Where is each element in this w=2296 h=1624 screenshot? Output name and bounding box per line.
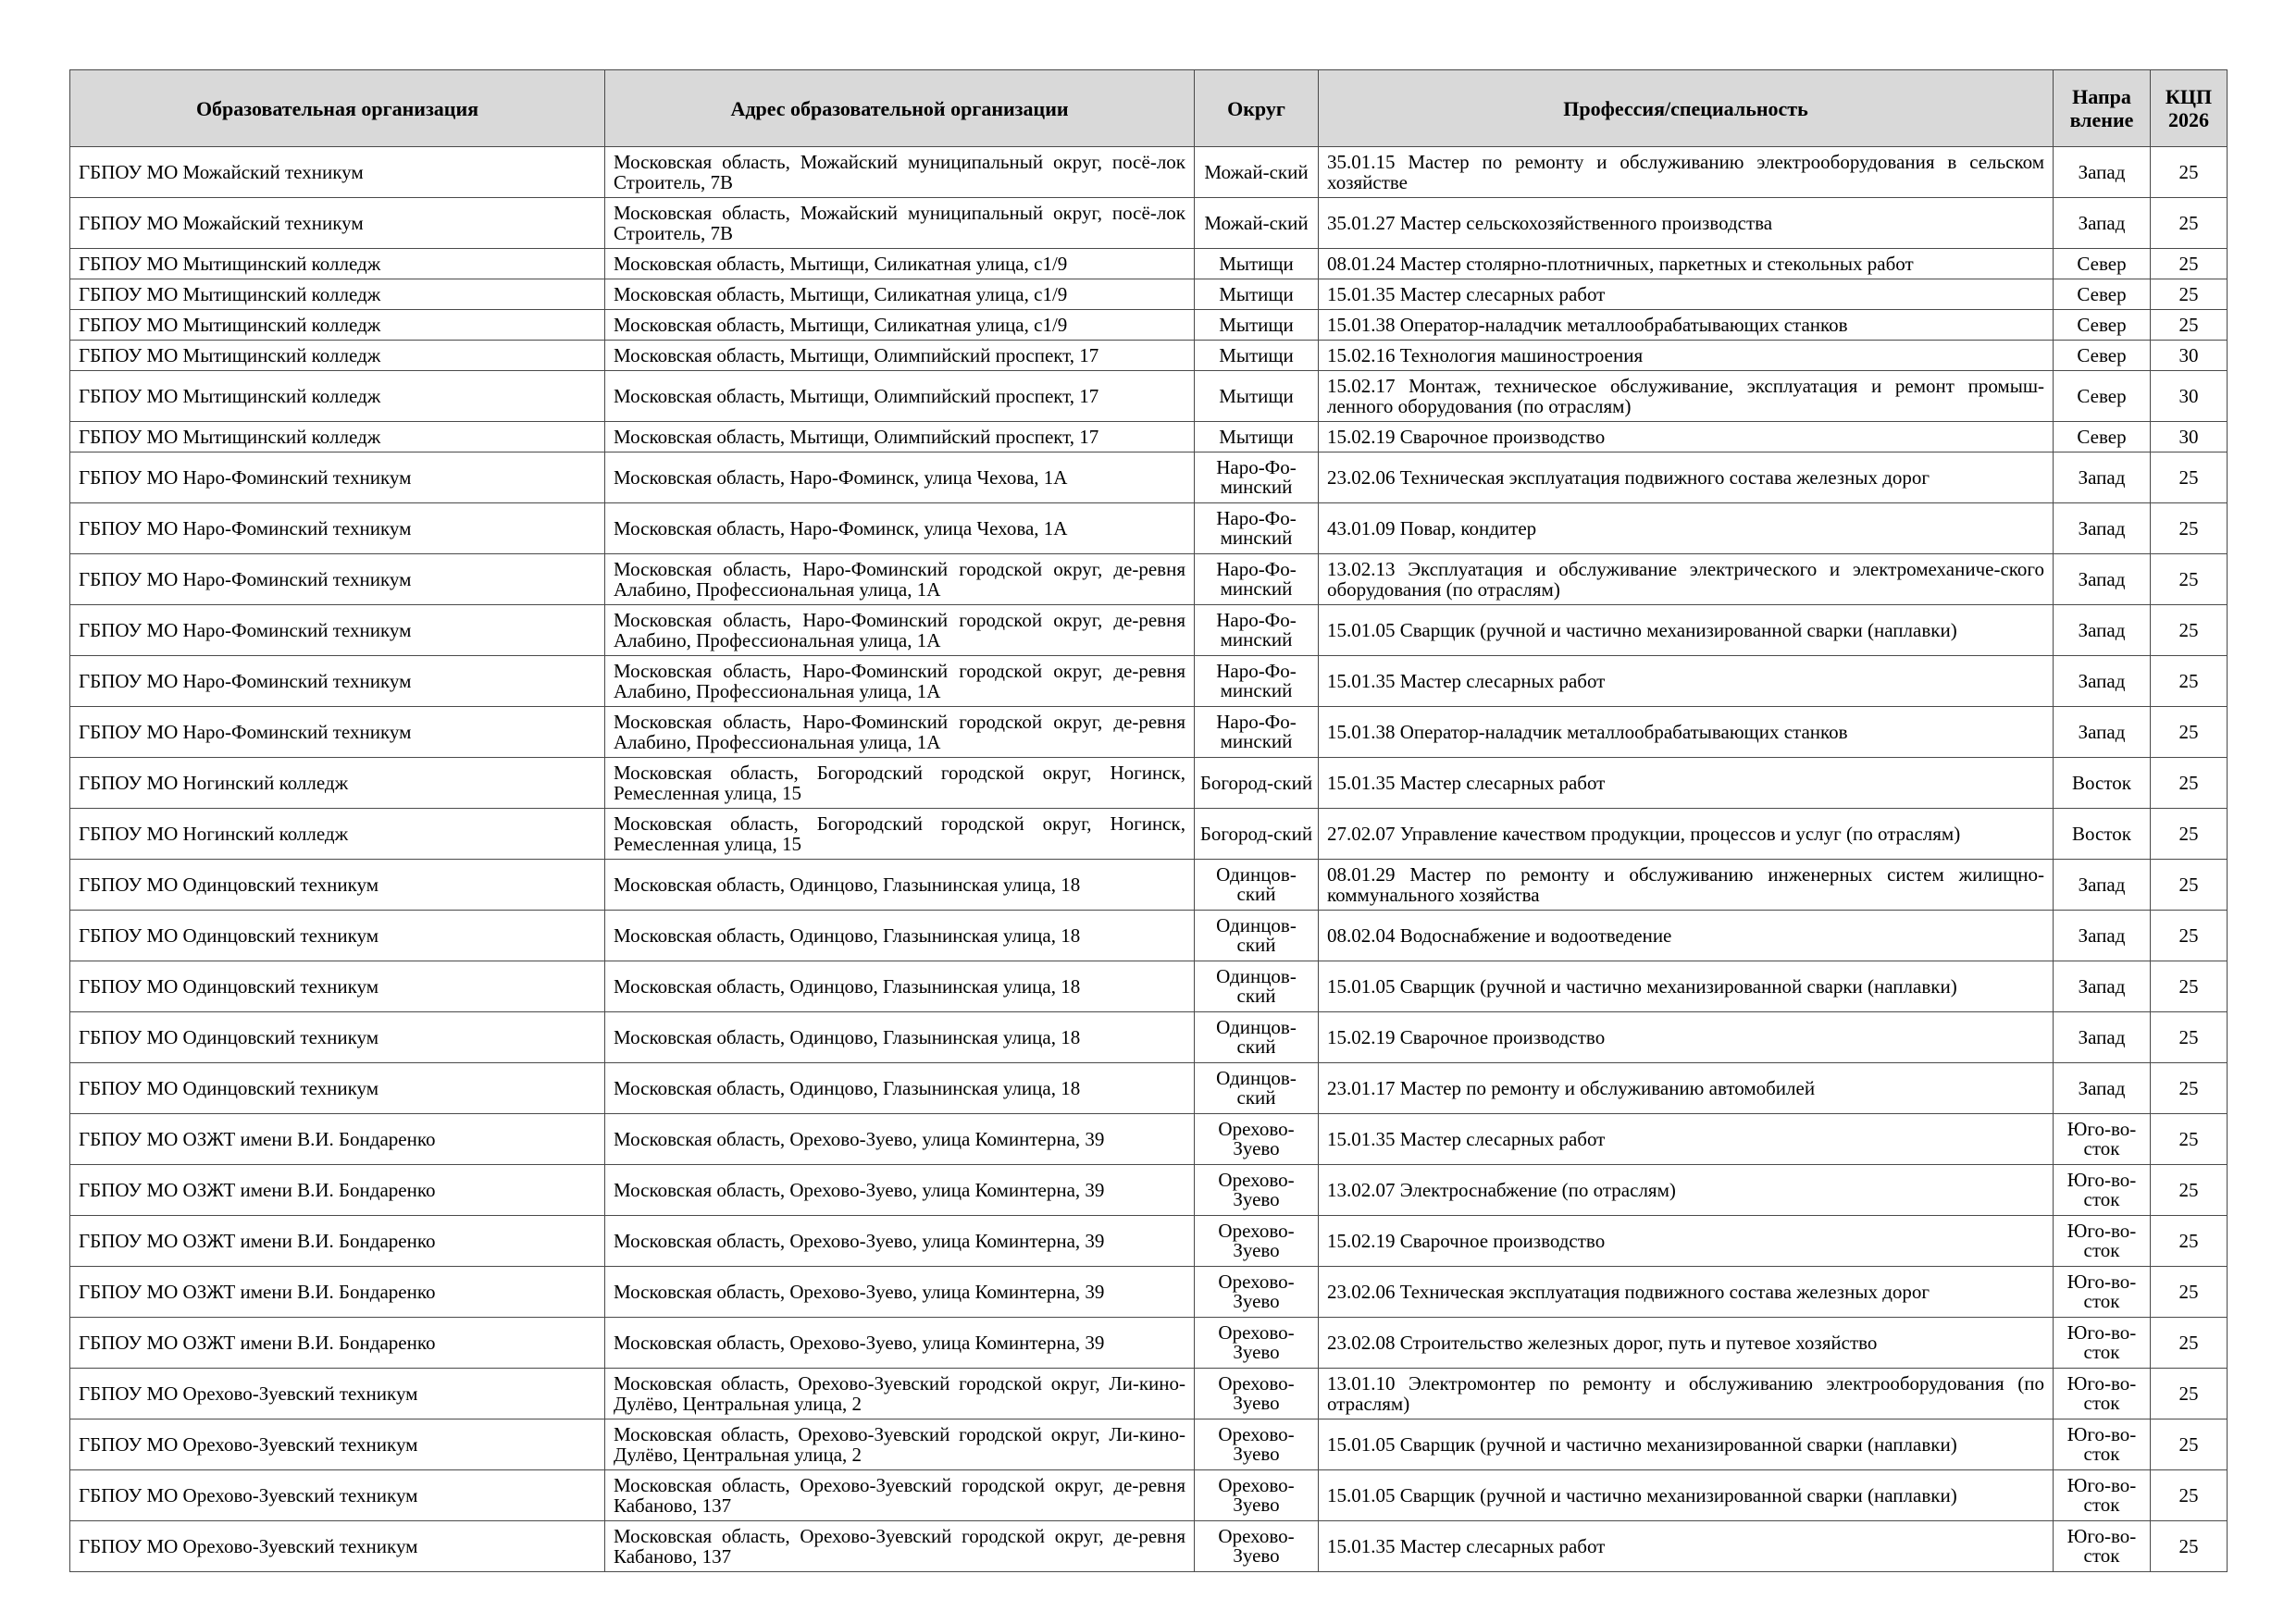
profession-cell: 23.01.17 Мастер по ремонту и обслуживанию автомобилей xyxy=(1319,1063,2054,1114)
profession-cell: 08.01.24 Мастер столярно-плотничных, паркетных и стекольных работ xyxy=(1319,249,2054,279)
org-cell: ГБПОУ МО ОЗЖТ имени В.И. Бондаренко xyxy=(70,1114,605,1165)
address-cell: Московская область, Одинцово, Глазынинская улица, 18 xyxy=(605,1063,1195,1114)
org-cell: ГБПОУ МО Можайский техникум xyxy=(70,147,605,198)
profession-cell: 08.01.29 Мастер по ремонту и обслуживанию инженерных систем жилищно-коммунального хозяйства xyxy=(1319,860,2054,911)
kcp-cell: 25 xyxy=(2151,1318,2228,1369)
okrug-cell: Одинцов-ский xyxy=(1195,911,1319,961)
direction-cell: Север xyxy=(2054,422,2151,452)
org-cell: ГБПОУ МО Наро-Фоминский техникум xyxy=(70,707,605,758)
okrug-cell: Можай-ский xyxy=(1195,147,1319,198)
profession-cell: 13.02.07 Электроснабжение (по отраслям) xyxy=(1319,1165,2054,1216)
table-row xyxy=(70,249,2228,279)
table-body xyxy=(70,147,2228,1572)
kcp-cell: 25 xyxy=(2151,249,2228,279)
kcp-cell: 25 xyxy=(2151,911,2228,961)
header-profession: Профессия/специальность xyxy=(1319,70,2054,147)
org-cell: ГБПОУ МО ОЗЖТ имени В.И. Бондаренко xyxy=(70,1165,605,1216)
okrug-cell: Наро-Фо-минский xyxy=(1195,554,1319,605)
address-cell: Московская область, Орехово-Зуево, улица Коминтерна, 39 xyxy=(605,1216,1195,1267)
address-cell: Московская область, Орехово-Зуевский городской округ, Ли-кино-Дулёво, Центральная улица, 2 xyxy=(605,1419,1195,1470)
table-row xyxy=(70,422,2228,452)
table-row xyxy=(70,1419,2228,1470)
profession-cell: 15.01.35 Мастер слесарных работ xyxy=(1319,656,2054,707)
okrug-cell: Мытищи xyxy=(1195,341,1319,371)
direction-cell: Юго-во-сток xyxy=(2054,1114,2151,1165)
org-cell: ГБПОУ МО Ногинский колледж xyxy=(70,809,605,860)
direction-cell: Запад xyxy=(2054,961,2151,1012)
profession-cell: 15.02.19 Сварочное производство xyxy=(1319,1012,2054,1063)
table-row xyxy=(70,147,2228,198)
address-cell: Московская область, Наро-Фоминский городской округ, де-ревня Алабино, Профессиональная улица, 1А xyxy=(605,707,1195,758)
address-cell: Московская область, Одинцово, Глазынинская улица, 18 xyxy=(605,860,1195,911)
table-row xyxy=(70,656,2228,707)
direction-cell: Юго-во-сток xyxy=(2054,1267,2151,1318)
header-okrug: Округ xyxy=(1195,70,1319,147)
address-cell: Московская область, Мытищи, Олимпийский проспект, 17 xyxy=(605,371,1195,422)
kcp-cell: 25 xyxy=(2151,198,2228,249)
table-row xyxy=(70,1216,2228,1267)
address-cell: Московская область, Мытищи, Олимпийский проспект, 17 xyxy=(605,341,1195,371)
kcp-cell: 25 xyxy=(2151,1419,2228,1470)
table-row xyxy=(70,1012,2228,1063)
okrug-cell: Наро-Фо-минский xyxy=(1195,707,1319,758)
direction-cell: Запад xyxy=(2054,707,2151,758)
profession-cell: 15.01.35 Мастер слесарных работ xyxy=(1319,1114,2054,1165)
okrug-cell: Наро-Фо-минский xyxy=(1195,503,1319,554)
org-cell: ГБПОУ МО Мытищинский колледж xyxy=(70,310,605,341)
table-row xyxy=(70,452,2228,503)
kcp-cell: 30 xyxy=(2151,341,2228,371)
profession-cell: 15.02.17 Монтаж, техническое обслуживание, эксплуатация и ремонт промыш-ленного оборудования (по отраслям) xyxy=(1319,371,2054,422)
profession-cell: 43.01.09 Повар, кондитер xyxy=(1319,503,2054,554)
okrug-cell: Мытищи xyxy=(1195,371,1319,422)
kcp-cell: 25 xyxy=(2151,809,2228,860)
direction-cell: Запад xyxy=(2054,1012,2151,1063)
address-cell: Московская область, Мытищи, Олимпийский проспект, 17 xyxy=(605,422,1195,452)
okrug-cell: Одинцов-ский xyxy=(1195,961,1319,1012)
profession-cell: 23.02.08 Строительство железных дорог, путь и путевое хозяйство xyxy=(1319,1318,2054,1369)
direction-cell: Запад xyxy=(2054,198,2151,249)
address-cell: Московская область, Орехово-Зуевский городской округ, де-ревня Кабаново, 137 xyxy=(605,1521,1195,1572)
address-cell: Московская область, Наро-Фоминский городской округ, де-ревня Алабино, Профессиональная улица, 1А xyxy=(605,554,1195,605)
profession-cell: 35.01.15 Мастер по ремонту и обслуживанию электрооборудования в сельском хозяйстве xyxy=(1319,147,2054,198)
profession-cell: 15.01.35 Мастер слесарных работ xyxy=(1319,1521,2054,1572)
direction-cell: Юго-во-сток xyxy=(2054,1165,2151,1216)
okrug-cell: Орехово-Зуево xyxy=(1195,1318,1319,1369)
profession-cell: 13.02.13 Эксплуатация и обслуживание электрического и электромеханиче-ского оборудования (по отраслям) xyxy=(1319,554,2054,605)
profession-cell: 15.02.19 Сварочное производство xyxy=(1319,1216,2054,1267)
direction-cell: Запад xyxy=(2054,147,2151,198)
okrug-cell: Мытищи xyxy=(1195,422,1319,452)
okrug-cell: Мытищи xyxy=(1195,279,1319,310)
org-cell: ГБПОУ МО Наро-Фоминский техникум xyxy=(70,503,605,554)
kcp-cell: 25 xyxy=(2151,452,2228,503)
table-row xyxy=(70,503,2228,554)
kcp-cell: 30 xyxy=(2151,371,2228,422)
address-cell: Московская область, Наро-Фоминск, улица Чехова, 1А xyxy=(605,503,1195,554)
org-cell: ГБПОУ МО Одинцовский техникум xyxy=(70,1012,605,1063)
kcp-cell: 25 xyxy=(2151,147,2228,198)
direction-cell: Север xyxy=(2054,249,2151,279)
org-cell: ГБПОУ МО Наро-Фоминский техникум xyxy=(70,656,605,707)
profession-cell: 35.01.27 Мастер сельскохозяйственного производства xyxy=(1319,198,2054,249)
profession-cell: 15.01.05 Сварщик (ручной и частично механизированной сварки (наплавки) xyxy=(1319,1419,2054,1470)
org-cell: ГБПОУ МО Ногинский колледж xyxy=(70,758,605,809)
direction-cell: Север xyxy=(2054,341,2151,371)
table-row xyxy=(70,911,2228,961)
table-row xyxy=(70,341,2228,371)
direction-cell: Запад xyxy=(2054,911,2151,961)
org-cell: ГБПОУ МО Мытищинский колледж xyxy=(70,249,605,279)
okrug-cell: Мытищи xyxy=(1195,249,1319,279)
kcp-cell: 25 xyxy=(2151,758,2228,809)
org-cell: ГБПОУ МО Одинцовский техникум xyxy=(70,911,605,961)
org-cell: ГБПОУ МО Орехово-Зуевский техникум xyxy=(70,1470,605,1521)
okrug-cell: Орехово-Зуево xyxy=(1195,1216,1319,1267)
header-address: Адрес образовательной организации xyxy=(605,70,1195,147)
okrug-cell: Богород-ский xyxy=(1195,809,1319,860)
kcp-cell: 25 xyxy=(2151,1114,2228,1165)
table-header xyxy=(70,70,2228,147)
address-cell: Московская область, Наро-Фоминский городской округ, де-ревня Алабино, Профессиональная улица, 1А xyxy=(605,656,1195,707)
document-page xyxy=(69,69,2228,1572)
profession-cell: 23.02.06 Техническая эксплуатация подвижного состава железных дорог xyxy=(1319,452,2054,503)
address-cell: Московская область, Одинцово, Глазынинская улица, 18 xyxy=(605,1012,1195,1063)
kcp-cell: 25 xyxy=(2151,503,2228,554)
kcp-cell: 25 xyxy=(2151,1063,2228,1114)
table-row xyxy=(70,1063,2228,1114)
profession-cell: 15.01.35 Мастер слесарных работ xyxy=(1319,758,2054,809)
direction-cell: Запад xyxy=(2054,452,2151,503)
okrug-cell: Мытищи xyxy=(1195,310,1319,341)
address-cell: Московская область, Орехово-Зуево, улица Коминтерна, 39 xyxy=(605,1114,1195,1165)
profession-cell: 15.01.35 Мастер слесарных работ xyxy=(1319,279,2054,310)
address-cell: Московская область, Орехово-Зуевский городской округ, де-ревня Кабаново, 137 xyxy=(605,1470,1195,1521)
table-row xyxy=(70,1318,2228,1369)
table-row xyxy=(70,1165,2228,1216)
kcp-cell: 25 xyxy=(2151,860,2228,911)
kcp-cell: 30 xyxy=(2151,422,2228,452)
kcp-cell: 25 xyxy=(2151,605,2228,656)
profession-cell: 23.02.06 Техническая эксплуатация подвижного состава железных дорог xyxy=(1319,1267,2054,1318)
direction-cell: Юго-во-сток xyxy=(2054,1318,2151,1369)
okrug-cell: Наро-Фо-минский xyxy=(1195,605,1319,656)
org-cell: ГБПОУ МО Наро-Фоминский техникум xyxy=(70,554,605,605)
direction-cell: Юго-во-сток xyxy=(2054,1369,2151,1419)
profession-cell: 15.01.38 Оператор-наладчик металлообрабатывающих станков xyxy=(1319,310,2054,341)
direction-cell: Запад xyxy=(2054,1063,2151,1114)
table-row xyxy=(70,605,2228,656)
table-row xyxy=(70,310,2228,341)
profession-cell: 08.02.04 Водоснабжение и водоотведение xyxy=(1319,911,2054,961)
direction-cell: Восток xyxy=(2054,809,2151,860)
direction-cell: Север xyxy=(2054,371,2151,422)
profession-cell: 15.01.05 Сварщик (ручной и частично механизированной сварки (наплавки) xyxy=(1319,961,2054,1012)
address-cell: Московская область, Можайский муниципальный округ, посё-лок Строитель, 7В xyxy=(605,147,1195,198)
table-row xyxy=(70,198,2228,249)
okrug-cell: Орехово-Зуево xyxy=(1195,1267,1319,1318)
header-kcp: КЦП 2026 xyxy=(2151,70,2228,147)
direction-cell: Юго-во-сток xyxy=(2054,1216,2151,1267)
table-row xyxy=(70,1470,2228,1521)
direction-cell: Юго-во-сток xyxy=(2054,1470,2151,1521)
table-row xyxy=(70,961,2228,1012)
address-cell: Московская область, Богородский городской округ, Ногинск, Ремесленная улица, 15 xyxy=(605,809,1195,860)
profession-cell: 27.02.07 Управление качеством продукции, процессов и услуг (по отраслям) xyxy=(1319,809,2054,860)
org-cell: ГБПОУ МО ОЗЖТ имени В.И. Бондаренко xyxy=(70,1267,605,1318)
direction-cell: Север xyxy=(2054,310,2151,341)
table-row xyxy=(70,809,2228,860)
okrug-cell: Богород-ский xyxy=(1195,758,1319,809)
profession-cell: 15.02.16 Технология машиностроения xyxy=(1319,341,2054,371)
table-row xyxy=(70,1521,2228,1572)
address-cell: Московская область, Орехово-Зуево, улица Коминтерна, 39 xyxy=(605,1165,1195,1216)
org-cell: ГБПОУ МО ОЗЖТ имени В.И. Бондаренко xyxy=(70,1216,605,1267)
address-cell: Московская область, Можайский муниципальный округ, посё-лок Строитель, 7В xyxy=(605,198,1195,249)
profession-cell: 15.01.05 Сварщик (ручной и частично механизированной сварки (наплавки) xyxy=(1319,605,2054,656)
kcp-cell: 25 xyxy=(2151,1012,2228,1063)
address-cell: Московская область, Орехово-Зуево, улица Коминтерна, 39 xyxy=(605,1267,1195,1318)
org-cell: ГБПОУ МО Орехово-Зуевский техникум xyxy=(70,1419,605,1470)
table-row xyxy=(70,371,2228,422)
kcp-cell: 25 xyxy=(2151,1369,2228,1419)
kcp-cell: 25 xyxy=(2151,1521,2228,1572)
org-cell: ГБПОУ МО Одинцовский техникум xyxy=(70,860,605,911)
direction-cell: Запад xyxy=(2054,656,2151,707)
table-row xyxy=(70,554,2228,605)
okrug-cell: Можай-ский xyxy=(1195,198,1319,249)
table-row xyxy=(70,758,2228,809)
org-cell: ГБПОУ МО Мытищинский колледж xyxy=(70,279,605,310)
table-row xyxy=(70,1114,2228,1165)
header-org: Образовательная организация xyxy=(70,70,605,147)
table-row xyxy=(70,279,2228,310)
address-cell: Московская область, Наро-Фоминск, улица Чехова, 1А xyxy=(605,452,1195,503)
kcp-cell: 25 xyxy=(2151,961,2228,1012)
org-cell: ГБПОУ МО Орехово-Зуевский техникум xyxy=(70,1369,605,1419)
direction-cell: Юго-во-сток xyxy=(2054,1419,2151,1470)
okrug-cell: Одинцов-ский xyxy=(1195,1063,1319,1114)
header-direction: Напра вление xyxy=(2054,70,2151,147)
institutions-table xyxy=(69,69,2228,1572)
address-cell: Московская область, Мытищи, Силикатная улица, с1/9 xyxy=(605,279,1195,310)
kcp-cell: 25 xyxy=(2151,279,2228,310)
okrug-cell: Орехово-Зуево xyxy=(1195,1521,1319,1572)
org-cell: ГБПОУ МО Одинцовский техникум xyxy=(70,961,605,1012)
org-cell: ГБПОУ МО Наро-Фоминский техникум xyxy=(70,452,605,503)
okrug-cell: Одинцов-ский xyxy=(1195,860,1319,911)
kcp-cell: 25 xyxy=(2151,1267,2228,1318)
okrug-cell: Орехово-Зуево xyxy=(1195,1369,1319,1419)
direction-cell: Юго-во-сток xyxy=(2054,1521,2151,1572)
okrug-cell: Орехово-Зуево xyxy=(1195,1470,1319,1521)
address-cell: Московская область, Орехово-Зуево, улица Коминтерна, 39 xyxy=(605,1318,1195,1369)
org-cell: ГБПОУ МО Мытищинский колледж xyxy=(70,422,605,452)
direction-cell: Запад xyxy=(2054,554,2151,605)
direction-cell: Восток xyxy=(2054,758,2151,809)
address-cell: Московская область, Мытищи, Силикатная улица, с1/9 xyxy=(605,310,1195,341)
profession-cell: 13.01.10 Электромонтер по ремонту и обслуживанию электрооборудования (по отраслям) xyxy=(1319,1369,2054,1419)
address-cell: Московская область, Богородский городской округ, Ногинск, Ремесленная улица, 15 xyxy=(605,758,1195,809)
kcp-cell: 25 xyxy=(2151,554,2228,605)
okrug-cell: Орехово-Зуево xyxy=(1195,1165,1319,1216)
table-row xyxy=(70,1267,2228,1318)
org-cell: ГБПОУ МО Орехово-Зуевский техникум xyxy=(70,1521,605,1572)
table-row xyxy=(70,707,2228,758)
org-cell: ГБПОУ МО Можайский техникум xyxy=(70,198,605,249)
org-cell: ГБПОУ МО ОЗЖТ имени В.И. Бондаренко xyxy=(70,1318,605,1369)
direction-cell: Запад xyxy=(2054,503,2151,554)
profession-cell: 15.01.38 Оператор-наладчик металлообрабатывающих станков xyxy=(1319,707,2054,758)
kcp-cell: 25 xyxy=(2151,310,2228,341)
org-cell: ГБПОУ МО Мытищинский колледж xyxy=(70,371,605,422)
direction-cell: Север xyxy=(2054,279,2151,310)
address-cell: Московская область, Наро-Фоминский городской округ, де-ревня Алабино, Профессиональная улица, 1А xyxy=(605,605,1195,656)
table-row xyxy=(70,860,2228,911)
address-cell: Московская область, Мытищи, Силикатная улица, с1/9 xyxy=(605,249,1195,279)
direction-cell: Запад xyxy=(2054,605,2151,656)
kcp-cell: 25 xyxy=(2151,1216,2228,1267)
kcp-cell: 25 xyxy=(2151,1165,2228,1216)
org-cell: ГБПОУ МО Наро-Фоминский техникум xyxy=(70,605,605,656)
profession-cell: 15.01.05 Сварщик (ручной и частично механизированной сварки (наплавки) xyxy=(1319,1470,2054,1521)
address-cell: Московская область, Одинцово, Глазынинская улица, 18 xyxy=(605,911,1195,961)
direction-cell: Запад xyxy=(2054,860,2151,911)
okrug-cell: Наро-Фо-минский xyxy=(1195,656,1319,707)
address-cell: Московская область, Одинцово, Глазынинская улица, 18 xyxy=(605,961,1195,1012)
org-cell: ГБПОУ МО Мытищинский колледж xyxy=(70,341,605,371)
kcp-cell: 25 xyxy=(2151,707,2228,758)
okrug-cell: Одинцов-ский xyxy=(1195,1012,1319,1063)
table-row xyxy=(70,1369,2228,1419)
address-cell: Московская область, Орехово-Зуевский городской округ, Ли-кино-Дулёво, Центральная улица, 2 xyxy=(605,1369,1195,1419)
profession-cell: 15.02.19 Сварочное производство xyxy=(1319,422,2054,452)
kcp-cell: 25 xyxy=(2151,1470,2228,1521)
okrug-cell: Наро-Фо-минский xyxy=(1195,452,1319,503)
org-cell: ГБПОУ МО Одинцовский техникум xyxy=(70,1063,605,1114)
okrug-cell: Орехово-Зуево xyxy=(1195,1419,1319,1470)
kcp-cell: 25 xyxy=(2151,656,2228,707)
okrug-cell: Орехово-Зуево xyxy=(1195,1114,1319,1165)
